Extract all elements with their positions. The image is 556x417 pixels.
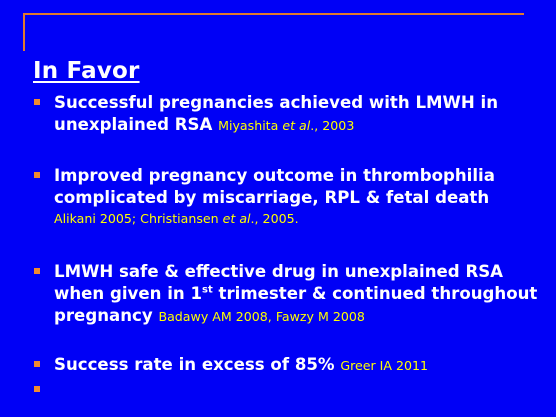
slide-title: In Favor bbox=[33, 58, 140, 84]
bullet-3-line-2 bbox=[54, 283, 537, 305]
bullet-1-line-1: Successful pregnancies achieved with LMWH in bbox=[54, 93, 499, 112]
bullet-marker bbox=[34, 268, 40, 274]
bullet-4-text: Success rate in excess of 85% bbox=[54, 355, 341, 374]
citation-year: ., 2005. bbox=[250, 211, 299, 226]
bullet-3-line-1: LMWH safe & effective drug in unexplained RSA bbox=[54, 262, 504, 281]
bullet-1-line-2 bbox=[54, 114, 498, 137]
empty-bullet-marker bbox=[34, 386, 40, 392]
bullet-3-text-b: trimester & continued throughout bbox=[212, 284, 538, 303]
bullet-1 bbox=[54, 92, 498, 137]
bullet-3-text-a: when given in 1 bbox=[54, 284, 203, 303]
citation-year: ., 2003 bbox=[310, 118, 355, 133]
bullet-marker bbox=[34, 361, 40, 367]
citation-authors: Alikani 2005; Christiansen bbox=[54, 211, 223, 226]
citation-etal: et al bbox=[282, 118, 311, 133]
citation-author: Miyashita bbox=[218, 118, 283, 133]
bullet-2-line-1: Improved pregnancy outcome in thrombophilia bbox=[54, 166, 495, 185]
bullet-4 bbox=[54, 354, 428, 377]
decorative-top-line bbox=[23, 13, 524, 15]
bullet-marker bbox=[34, 172, 40, 178]
bullet-3-text-c: pregnancy bbox=[54, 306, 159, 325]
bullet-3-line-3 bbox=[54, 305, 537, 328]
bullet-1-citation bbox=[218, 118, 354, 133]
bullet-2-line-2: complicated by miscarriage, RPL & fetal death bbox=[54, 188, 490, 207]
bullet-3 bbox=[54, 261, 537, 328]
bullet-1-text: unexplained RSA bbox=[54, 115, 219, 134]
bullet-4-line-1 bbox=[54, 354, 428, 377]
superscript: st bbox=[202, 284, 213, 296]
decorative-left-line bbox=[23, 13, 25, 51]
citation-etal: et al bbox=[222, 211, 251, 226]
bullet-3-citation: Badawy AM 2008, Fawzy M 2008 bbox=[158, 309, 365, 324]
bullet-2-citation bbox=[54, 209, 495, 229]
bullet-2 bbox=[54, 165, 495, 229]
bullet-4-citation: Greer IA 2011 bbox=[340, 358, 429, 373]
bullet-marker bbox=[34, 99, 40, 105]
